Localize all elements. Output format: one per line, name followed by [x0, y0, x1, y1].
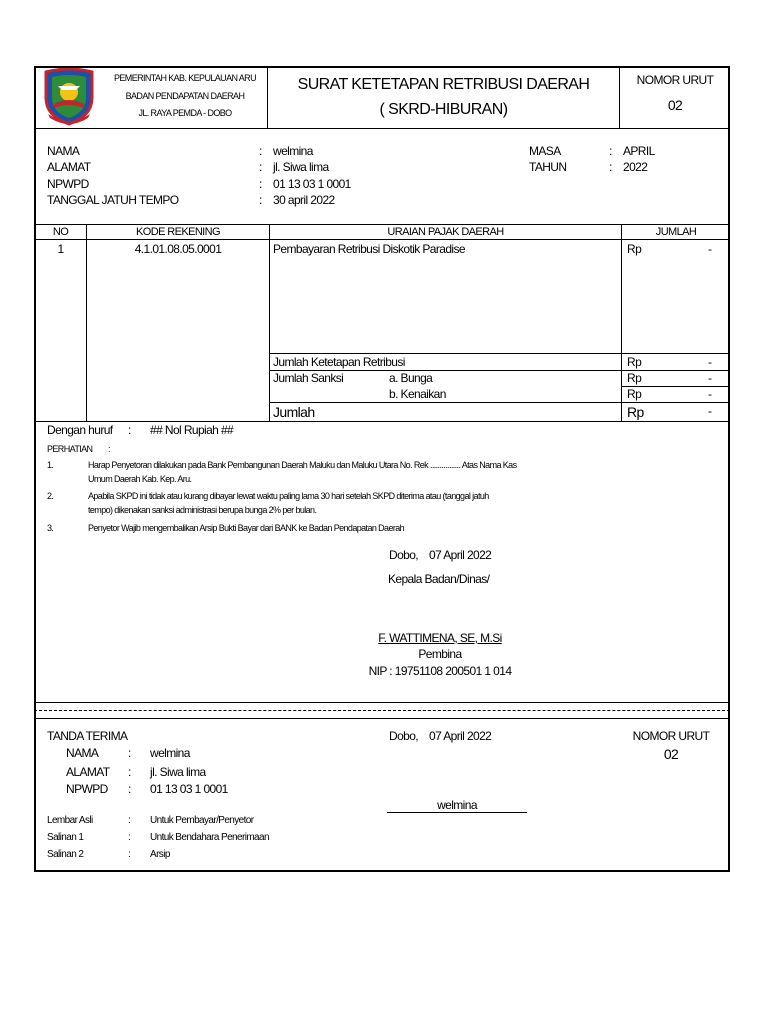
perhatian-colon: : [108, 444, 110, 454]
receipt-date: 07 April 2022 [429, 729, 492, 743]
terbilang-colon: : [128, 423, 131, 437]
receipt-alamat-label: ALAMAT [66, 765, 110, 779]
row-amount: - [708, 242, 712, 256]
copy-1-value: Untuk Pembayar/Penyetor [150, 815, 254, 826]
note-1-line1: Harap Penyetoran dilakukan pada Bank Pembangunan Daerah Maluku dan Maluku Utara No. Rek ................ Atas Nama Kas [88, 460, 517, 470]
jumlah-ketetapan-label: Jumlah Ketetapan Retribusi [273, 355, 405, 369]
amount-ketetapan: - [708, 355, 712, 369]
table-bottom-line [34, 421, 730, 422]
row-rp: Rp [627, 242, 642, 256]
note-2-line2: tempo) dikenakan sanksi administrasi berupa bunga 2% per bulan. [88, 505, 317, 515]
table-col-divider [269, 224, 270, 422]
copy-2-label: Salinan 1 [47, 832, 84, 843]
amount-bunga: - [708, 371, 712, 385]
rp-ketetapan: Rp [627, 355, 642, 369]
header-bottom-line [34, 128, 730, 129]
colon: : [259, 160, 262, 174]
jatuh-tempo-value: 30 april 2022 [273, 193, 335, 207]
colon: : [609, 160, 612, 174]
row-kode: 4.1.01.08.05.0001 [134, 242, 222, 256]
note-3-line1: Penyetor Wajib mengembalikan Arsip Bukti Bayar dari BANK ke Badan Pendapatan Daerah [88, 523, 405, 533]
section-divider [34, 702, 730, 703]
shield-emblem-icon [42, 68, 96, 126]
terbilang-label: Dengan huruf [47, 423, 113, 437]
amount-jumlah: - [708, 404, 712, 418]
note-1-num: 1. [47, 460, 54, 470]
colon: : [259, 144, 262, 158]
gov-line-2: BADAN PENDAPATAN DAERAH [125, 91, 245, 101]
masa-label: MASA [529, 144, 561, 158]
table-col-divider [621, 224, 622, 422]
gov-line-1: PEMERINTAH KAB. KEPULAUAN ARU [114, 73, 256, 83]
copy-2-value: Untuk Bendahara Penerimaan [150, 832, 269, 843]
receipt-nomor-value: 02 [663, 746, 679, 762]
receipt-alamat-value: jl. Siwa lima [150, 765, 206, 779]
doc-title: SURAT KETETAPAN RETRIBUSI DAERAH [297, 76, 590, 93]
note-1-line2: Umum Daerah Kab. Kep. Aru. [88, 474, 192, 484]
row-no: 1 [57, 242, 64, 256]
section-divider [34, 718, 730, 719]
receipt-npwpd-label: NPWPD [66, 782, 108, 796]
receipt-signature-line [387, 812, 527, 813]
colon: : [128, 815, 131, 826]
perhatian-label: PERHATIAN [47, 444, 93, 454]
table-sum-line [269, 353, 730, 354]
bunga-label: a. Bunga [389, 371, 433, 385]
amount-kenaikan: - [708, 387, 712, 401]
colon: : [259, 193, 262, 207]
signer-name: F. WATTIMENA, SE, M.Si [378, 631, 502, 645]
table-header-line [34, 239, 730, 240]
receipt-place: Dobo, [389, 729, 419, 743]
copy-3-value: Arsip [150, 849, 170, 860]
colon: : [128, 832, 131, 843]
kenaikan-label: b. Kenaikan [389, 387, 446, 401]
colon: : [128, 746, 131, 760]
col-header-jumlah: JUMLAH [655, 226, 697, 238]
receipt-nama-value: welmina [150, 746, 190, 760]
colon: : [128, 765, 131, 779]
col-header-no: NO [52, 226, 69, 238]
note-3-num: 3. [47, 523, 54, 533]
colon: : [259, 177, 262, 191]
nomor-urut-label: NOMOR URUT [636, 73, 714, 87]
receipt-label: TANDA TERIMA [47, 729, 128, 743]
rp-jumlah: Rp [627, 404, 644, 420]
cut-line [34, 710, 730, 711]
col-header-kode: KODE REKENING [136, 226, 220, 238]
nama-value: welmina [273, 144, 313, 158]
receipt-nomor-label: NOMOR URUT [632, 729, 710, 743]
masa-value: APRIL [623, 144, 655, 158]
alamat-value: jl. Siwa lima [273, 160, 329, 174]
copy-3-label: Salinan 2 [47, 849, 84, 860]
jumlah-sanksi-label: Jumlah Sanksi [273, 371, 344, 385]
colon: : [128, 782, 131, 796]
signature-position: Kepala Badan/Dinas/ [388, 572, 490, 586]
colon: : [609, 144, 612, 158]
npwpd-label: NPWPD [47, 177, 89, 191]
signer-nip: NIP : 19751108 200501 1 014 [368, 664, 512, 678]
note-2-num: 2. [47, 491, 54, 501]
note-2-line1: Apabila SKPD ini tidak atau kurang dibayar lewat waktu paling lama 30 hari setelah SKPD diterima atau (tanggal jatuh [88, 491, 489, 501]
jumlah-label: Jumlah [273, 404, 315, 420]
nomor-urut-value: 02 [667, 97, 683, 113]
terbilang-value: ## Nol Rupiah ## [150, 423, 234, 437]
receipt-nama-label: NAMA [66, 746, 99, 760]
nama-label: NAMA [47, 144, 80, 158]
receipt-signer: welmina [437, 798, 477, 812]
alamat-label: ALAMAT [47, 160, 91, 174]
colon: : [128, 849, 131, 860]
jatuh-tempo-label: TANGGAL JATUH TEMPO [47, 193, 179, 207]
copy-1-label: Lembar Asli [47, 815, 93, 826]
signature-place: Dobo, [389, 548, 419, 562]
tahun-value: 2022 [623, 160, 648, 174]
signer-rank: Pembina [418, 647, 462, 661]
table-top-line [34, 224, 730, 225]
table-sum-line [269, 402, 730, 403]
receipt-npwpd-value: 01 13 03 1 0001 [150, 782, 228, 796]
doc-subtitle: ( SKRD-HIBURAN) [379, 101, 508, 118]
rp-kenaikan: Rp [627, 387, 642, 401]
signature-date: 07 April 2022 [429, 548, 492, 562]
gov-line-3: JL. RAYA PEMDA - DOBO [138, 108, 232, 118]
col-header-uraian: URAIAN PAJAK DAERAH [387, 226, 504, 238]
regency-logo [42, 68, 96, 126]
tahun-label: TAHUN [529, 160, 567, 174]
row-uraian: Pembayaran Retribusi Diskotik Paradise [273, 242, 465, 256]
npwpd-value: 01 13 03 1 0001 [273, 177, 351, 191]
rp-bunga: Rp [627, 371, 642, 385]
